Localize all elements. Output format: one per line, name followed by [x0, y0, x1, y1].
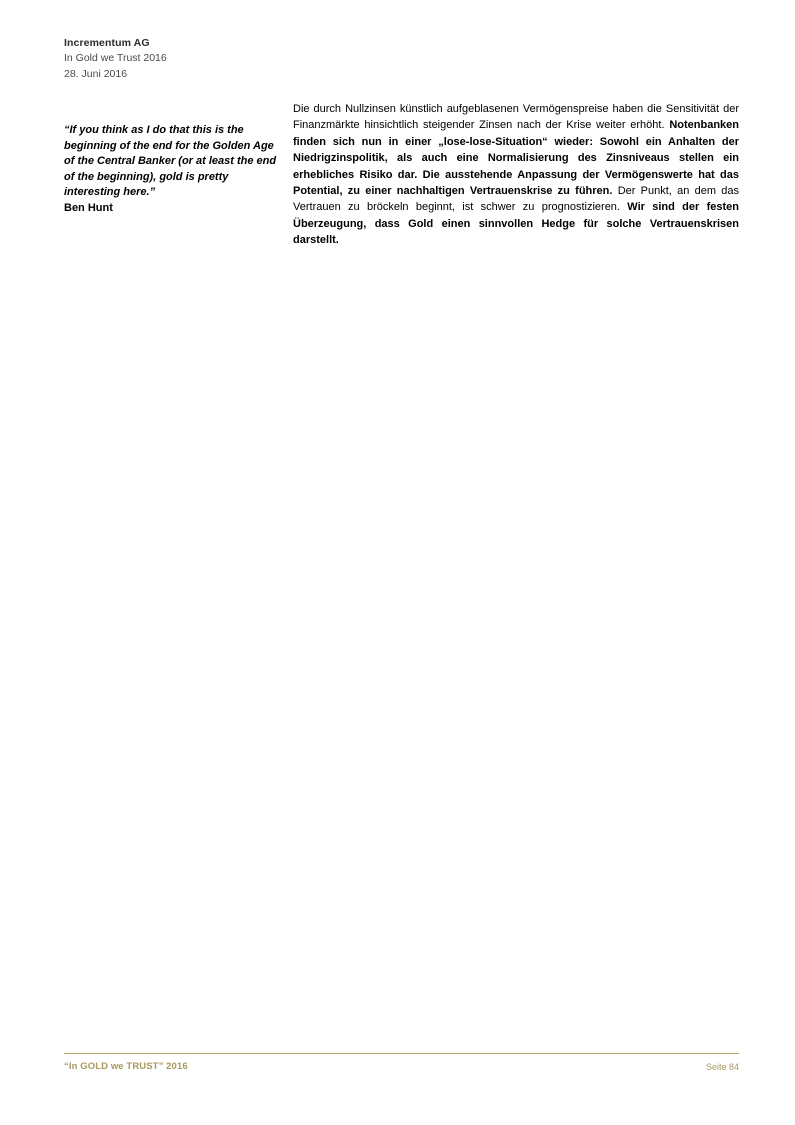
body-segment: Wir sind der festen Überzeugung, dass Gold einen sinnvollen Hedge für solche Vertrauenskrisen darstellt.: [293, 201, 739, 247]
header-date: 28. Juni 2016: [64, 68, 128, 80]
margin-quote: [64, 123, 277, 217]
quote-text: “If you think as I do that this is the beginning of the end for the Golden Age of the Central Banker (or at least the end of the beginning), gold is pretty interesting here.”: [64, 124, 277, 199]
page-header: [64, 36, 364, 82]
footer-page-number: Seite 84: [705, 1062, 739, 1072]
body-segment: Der Punkt, an dem das Vertrauen zu bröckeln beginnt, ist schwer zu prognostizieren.: [293, 185, 739, 214]
header-report-title: In Gold we Trust 2016: [64, 52, 167, 64]
header-company-name: Incrementum AG: [64, 37, 150, 49]
footer-divider: [64, 1053, 739, 1054]
body-column: [293, 101, 739, 249]
body-paragraph: [293, 101, 739, 249]
body-segment: Notenbanken finden sich nun in einer „lose-lose-Situation“ wieder: Sowohl ein Anhalten der Niedrigzinspolitik, als auch eine Normalisierung des Zinsniveaus stellen ein erhebliches Risiko dar. Die ausstehende Anpassung der Vermögenswerte hat das Potential, zu einer nachhaltigen Vertrauenskrise zu führen.: [293, 119, 739, 198]
footer-title: “In GOLD we TRUST” 2016: [64, 1061, 188, 1072]
quote-author: Ben Hunt: [64, 201, 113, 214]
body-segment: Die durch Nullzinsen künstlich aufgeblasenen Vermögenspreise haben die Sensitivität der Finanzmärkte hinsichtlich steigender Zinsen nach der Krise weiter erhöht.: [293, 103, 739, 132]
